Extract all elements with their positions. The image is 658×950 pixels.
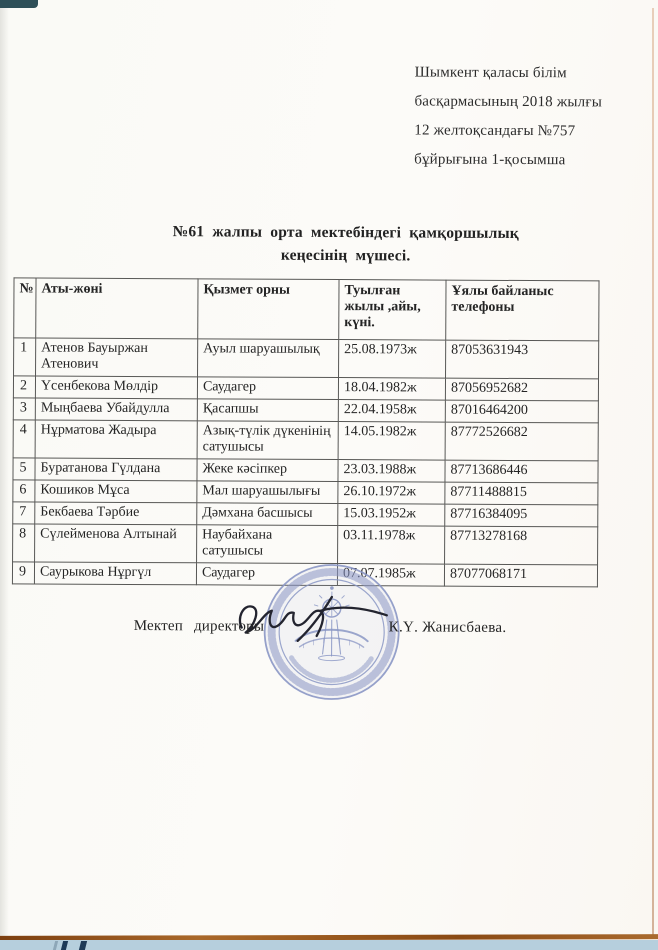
header-line: 12 желтоқсандағы №757 — [414, 122, 576, 140]
cell-name: Мыңбаева Убайдулла — [35, 398, 197, 421]
cell-job: Дәмхана басшысы — [197, 503, 338, 526]
cell-num: 5 — [13, 458, 35, 480]
column-header-birth: Туылған жылы ,айы, күні. — [339, 280, 446, 341]
cell-phone: 87016464200 — [445, 400, 598, 423]
cell-phone: 87711488815 — [445, 482, 598, 505]
cell-birth: 23.03.1988ж — [338, 460, 445, 483]
members-table — [12, 277, 600, 587]
cell-job: Мал шаруашылығы — [197, 481, 338, 504]
table-row — [13, 458, 598, 483]
cell-name: Буратанова Гүлдана — [35, 458, 197, 481]
background-mark — [53, 941, 58, 950]
column-header-phone: Ұялы байланыс телефоны — [446, 280, 599, 341]
cell-job: Қасапшы — [197, 399, 338, 422]
background-mark — [61, 941, 68, 950]
director-title-label: Мектеп директоры — [133, 617, 265, 635]
background-mark — [79, 941, 87, 950]
header-line: басқармасының 2018 жылғы — [414, 93, 603, 111]
cell-phone: 87077068171 — [444, 564, 597, 587]
cell-birth: 25.08.1973ж — [339, 340, 446, 379]
document-header — [414, 58, 602, 175]
cell-num: 8 — [13, 524, 35, 562]
cell-name: Сүлейменова Алтынай — [35, 524, 197, 563]
table-row — [13, 502, 598, 527]
cell-num: 2 — [13, 376, 35, 398]
table-row — [13, 480, 598, 505]
cell-num: 1 — [14, 338, 36, 376]
cell-name: Саурыкова Нұргүл — [34, 562, 196, 585]
cell-phone: 87716384095 — [445, 504, 598, 527]
table-header-row — [14, 278, 599, 341]
background-strip — [0, 940, 658, 950]
cell-birth: 26.10.1972ж — [338, 482, 445, 505]
header-line: Шымкент қаласы білім — [414, 64, 567, 82]
cell-phone: 87772526682 — [445, 422, 598, 461]
cell-birth: 22.04.1958ж — [338, 400, 445, 423]
cell-birth: 03.11.1978ж — [338, 526, 445, 565]
cell-birth: 18.04.1982ж — [338, 378, 445, 401]
cell-birth: 15.03.1952ж — [338, 504, 445, 527]
title-line-2: кеңесінің мүшесі. — [280, 246, 411, 265]
cell-num: 4 — [13, 420, 35, 458]
cell-name: Бекбаева Тәрбие — [35, 502, 197, 525]
table-row — [14, 338, 599, 379]
title-line-1: №61 жалпы орта мектебіндегі қамқоршылық — [172, 223, 519, 242]
cell-phone: 87713686446 — [445, 460, 598, 483]
cell-num: 6 — [13, 480, 35, 502]
cell-birth: 14.05.1982ж — [338, 422, 445, 461]
signature-row — [0, 613, 657, 656]
table-row — [13, 524, 598, 565]
cell-job: Жеке кәсіпкер — [197, 459, 338, 482]
header-line: бұйрығына 1-қосымша — [414, 151, 566, 169]
column-header-job: Қызмет орны — [198, 279, 339, 340]
cell-num: 9 — [12, 562, 34, 584]
cell-name: Үсенбекова Мөлдір — [35, 376, 197, 399]
document-title — [33, 219, 658, 268]
cell-num: 7 — [13, 502, 35, 524]
cell-job: Наубайхана сатушысы — [197, 525, 338, 564]
column-header-name: Аты-жөні — [36, 278, 198, 339]
table-row — [13, 420, 598, 461]
table-row — [13, 398, 598, 423]
cell-name: Кошиков Мұса — [35, 480, 197, 503]
cell-name: Нұрматова Жадыра — [35, 420, 197, 459]
cell-job: Ауыл шаруашылық — [198, 339, 339, 378]
table-row — [13, 376, 598, 401]
director-name: К.Ү. Жанисбаева. — [388, 619, 507, 636]
cell-phone: 87053631943 — [446, 340, 599, 379]
cell-job: Саудагер — [197, 377, 338, 400]
cell-name: Атенов Бауыржан Атенович — [36, 338, 198, 377]
cell-phone: 87056952682 — [445, 378, 598, 401]
cell-job: Саудагер — [196, 563, 337, 586]
cell-num: 3 — [13, 398, 35, 420]
cell-birth: 07.07.1985ж — [337, 564, 444, 587]
cell-job: Азық-түлік дүкенінің сатушысы — [197, 421, 338, 460]
column-header-num: № — [14, 278, 36, 338]
cell-phone: 87713278168 — [445, 526, 598, 565]
